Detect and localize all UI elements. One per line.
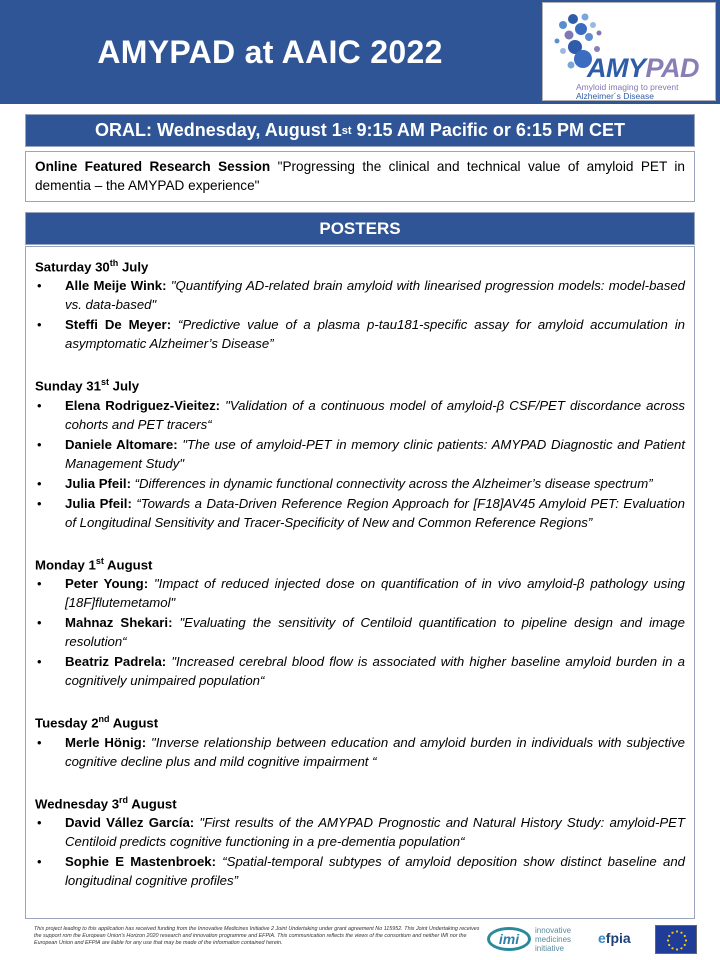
- poster-title: "The use of amyloid-PET in memory clinic patients: AMYPAD Diagnostic and Patient Management Study": [65, 436, 686, 471]
- list-item: [35, 733, 685, 771]
- list-item: [35, 613, 685, 651]
- poster-author: Merle Hönig: [65, 734, 142, 750]
- talk-list: [35, 396, 685, 532]
- amypad-logo-tagline-1: Amyloid imaging to prevent: [576, 82, 679, 92]
- poster-title: "Impact of reduced injected dose on quantification of in vivo amyloid-β pathology using [18F]flutemetamol": [65, 576, 685, 611]
- efpia-logo: efpia: [598, 930, 631, 946]
- list-item: [35, 315, 685, 353]
- talk-list: [35, 813, 685, 890]
- oral-section-banner: ORAL: Wednesday, August 1 st 9:15 AM Pacific or 6:15 PM CET: [25, 114, 695, 147]
- list-item: [35, 652, 685, 690]
- poster-author: Beatriz Padrela: [65, 654, 162, 670]
- oral-session-title: "Progressing the clinical and technical value of amyloid PET in dementia – the AMYPAD experience": [35, 159, 685, 193]
- poster-separator: :: [127, 495, 137, 511]
- eu-flag-icon: [655, 925, 697, 954]
- poster-author: Julia Pfeil: [65, 475, 127, 491]
- day-spacer: [35, 691, 685, 710]
- poster-author: Steffi De Meyer: [65, 317, 167, 333]
- day-spacer: [35, 772, 685, 791]
- day-heading: Monday 1st August: [35, 555, 153, 573]
- poster-separator: :: [211, 853, 223, 869]
- poster-separator: :: [143, 576, 154, 592]
- poster-title: "Quantifying AD-related brain amyloid with linearised progression models: model-based vs. data-based": [65, 278, 685, 313]
- funding-disclaimer: This project leading to this application has received funding from the Innovative Medicines Initiative 2 Joint Undertaking under grant agreement No 115952. This Joint Undertaking receives the support rom the European Union's Horizon 2020 research and innovation programme and EFPIA. This communication reflects the views of the consortium and neither IMI nor the European Union and EFPIA are liable for any use that may be made of the information contained herein.: [34, 926, 480, 946]
- poster-author: Daniele Altomare: [65, 436, 174, 452]
- posters-list: [25, 246, 695, 919]
- eu-star: [676, 930, 678, 932]
- list-item: [35, 435, 685, 473]
- day-heading: Saturday 30th July: [35, 258, 149, 275]
- poster-title: "First results of the AMYPAD Prognostic and Natural History Study: amyloid-PET Centiloid predicts cognitive functioning in a pre-dementia population“: [65, 814, 685, 849]
- poster-title: "Inverse relationship between education and amyloid burden in individuals with subjective cognitive decline plus and mild cognitive impairment “: [65, 734, 685, 769]
- poster-separator: :: [189, 814, 200, 830]
- poster-title: "Evaluating the sensitivity of Centiloid quantification to pipeline design and image resolution“: [65, 615, 685, 650]
- amypad-logo-wordmark: AMYPAD: [587, 53, 700, 83]
- list-item: [35, 396, 685, 434]
- day-heading: Wednesday 3rd August: [35, 794, 177, 811]
- poster-author: Peter Young: [65, 576, 144, 592]
- talk-list: [35, 733, 685, 771]
- eu-star: [671, 932, 673, 934]
- imi-logo: [487, 924, 577, 956]
- day-spacer: [35, 533, 685, 552]
- list-item: [35, 494, 685, 532]
- eu-star: [668, 944, 670, 946]
- poster-author: Sophie E Mastenbroek: [65, 853, 212, 869]
- poster-author: David Vállez García: [65, 814, 190, 830]
- poster-author: Julia Pfeil: [65, 495, 128, 511]
- poster-title: "Increased cerebral blood flow is associated with higher baseline amyloid burden in a cognitively unimpaired population“: [65, 654, 685, 689]
- day-spacer: [35, 354, 685, 373]
- imi-logo-mark: imi: [487, 927, 531, 951]
- poster-title: “Spatial-temporal subtypes of amyloid deposition show distinct baseline and longitudinal cognitive profiles”: [65, 853, 685, 888]
- header-banner: [0, 0, 720, 104]
- eu-star: [668, 935, 670, 937]
- poster-separator: :: [161, 654, 172, 670]
- amypad-logo: [542, 2, 716, 101]
- amypad-logo-tagline-2: Alzheimer´s Disease: [576, 91, 654, 101]
- list-item: [35, 852, 685, 890]
- page-title: AMYPAD at AAIC 2022: [97, 33, 443, 70]
- poster-separator: :: [168, 615, 180, 631]
- poster-title: “Differences in dynamic functional connectivity across the Alzheimer’s disease spectrum”: [134, 475, 653, 491]
- poster-title: “Towards a Data-Driven Reference Region Approach for [F18]AV45 Amyloid PET: Evaluation of Longitudinal Sensitivity and Tracer-Specificity of New and Common Reference Regions”: [65, 495, 685, 530]
- oral-session-label: Online Featured Research Session: [35, 159, 271, 174]
- eu-star: [684, 935, 686, 937]
- posters-section-banner: POSTERS: [25, 212, 695, 245]
- poster-author: Alle Meije Wink: [65, 278, 163, 294]
- list-item: [35, 813, 685, 851]
- eu-star: [680, 932, 682, 934]
- poster-separator: :: [141, 734, 152, 750]
- poster-separator: :: [166, 317, 178, 333]
- day-heading: Tuesday 2nd August: [35, 714, 159, 731]
- poster-separator: :: [162, 278, 171, 294]
- eu-star: [685, 939, 687, 941]
- poster-title: "Validation of a continuous model of amyloid-β CSF/PET discordance across cohorts and PET tracers“: [65, 397, 686, 432]
- poster-title: “Predictive value of a plasma p-tau181-specific assay for amyloid accumulation in asymptomatic Alzheimer’s Disease”: [65, 317, 685, 352]
- list-item: [35, 474, 685, 493]
- poster-author: Mahnaz Shekari: [65, 615, 169, 631]
- list-item: [35, 276, 685, 314]
- list-item: [35, 574, 685, 612]
- day-heading: Sunday 31st July: [35, 377, 140, 394]
- poster-separator: :: [173, 436, 183, 452]
- talk-list: [35, 276, 685, 353]
- talk-list: [35, 574, 685, 690]
- poster-separator: :: [126, 475, 135, 491]
- eu-star: [680, 947, 682, 949]
- oral-session-box: [25, 151, 695, 202]
- eu-star: [667, 939, 669, 941]
- eu-star: [671, 947, 673, 949]
- poster-author: Elena Rodriguez-Vieitez: [65, 397, 216, 413]
- imi-logo-text: innovative medicines initiative: [535, 926, 572, 953]
- eu-star: [684, 944, 686, 946]
- eu-star: [676, 948, 678, 950]
- poster-separator: :: [215, 397, 226, 413]
